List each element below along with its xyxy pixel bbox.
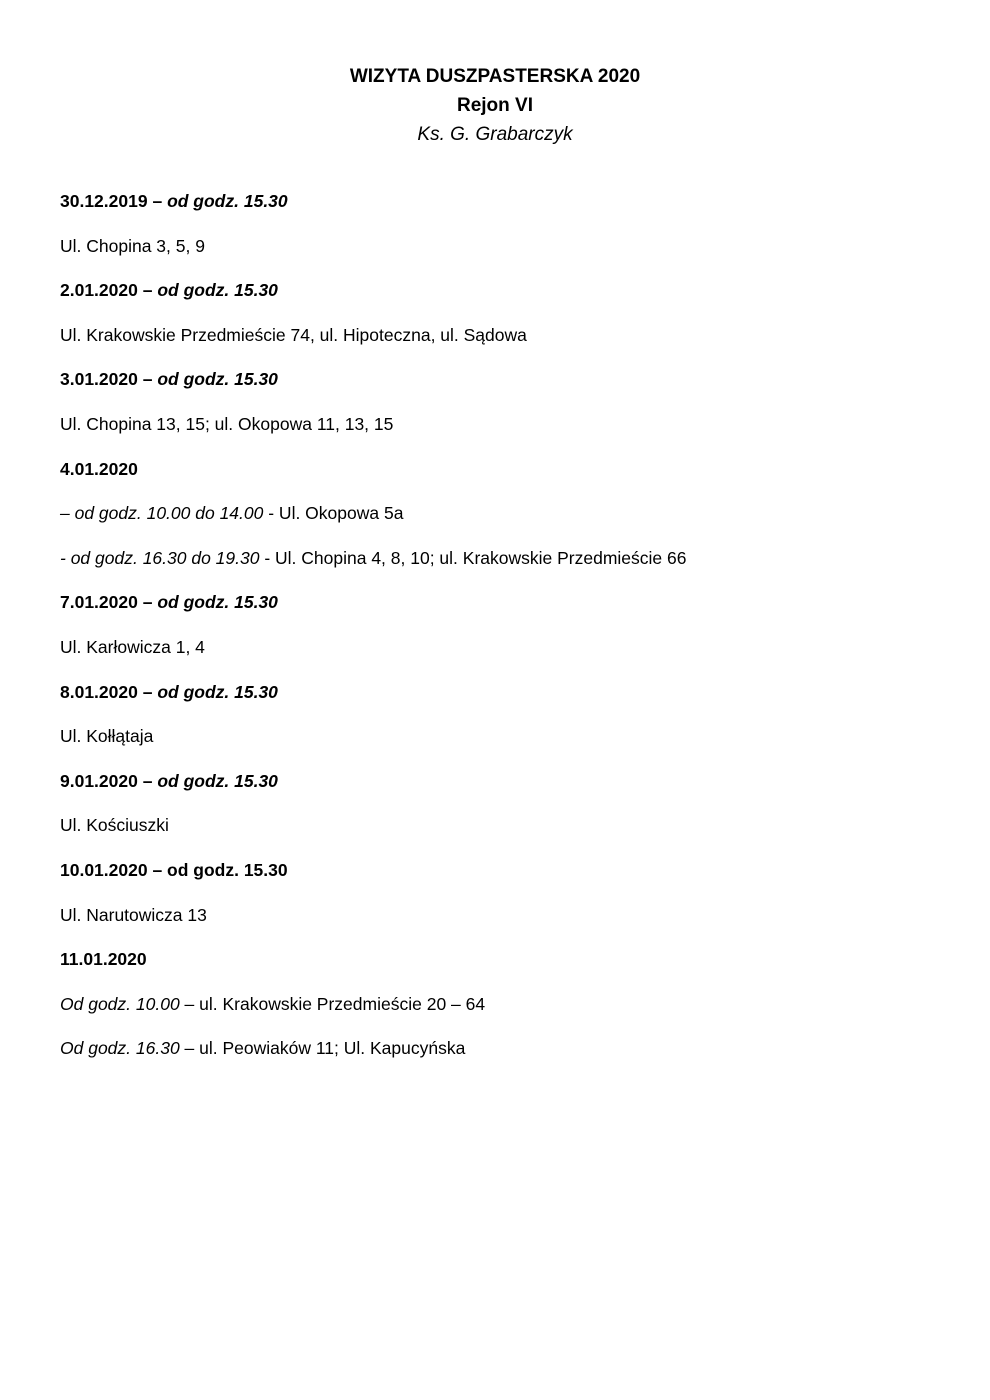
visit-date-heading — [60, 186, 940, 216]
visit-date: 2.01.2020 — [60, 280, 138, 301]
visit-session — [60, 543, 940, 573]
visit-date: 9.01.2020 — [60, 770, 138, 791]
visit-time: od godz. 15.30 — [157, 592, 278, 613]
date-dash: – — [147, 191, 168, 211]
visit-session — [60, 1033, 940, 1063]
visit-time: od godz. 15.30 — [157, 770, 278, 791]
session-time: Od godz. 10.00 — [60, 993, 180, 1014]
date-dash: – — [137, 770, 158, 791]
visit-time: od godz. 15.30 — [157, 681, 278, 702]
visit-date: 4.01.2020 — [60, 458, 138, 479]
session-streets: – ul. Peowiaków 11; Ul. Kapucyńska — [179, 1038, 466, 1059]
session-streets: - Ul. Okopowa 5a — [263, 503, 404, 524]
document-header — [0, 62, 990, 149]
visit-schedule — [60, 186, 940, 1078]
visit-streets: Ul. Chopina 3, 5, 9 — [60, 235, 205, 256]
visit-streets: Ul. Chopina 13, 15; ul. Okopowa 11, 13, 15 — [60, 413, 394, 434]
session-time: – od godz. 10.00 do 14.00 — [60, 503, 264, 524]
visit-date: 11.01.2020 — [60, 949, 147, 970]
visit-date: 7.01.2020 — [60, 592, 138, 613]
visit-session — [60, 989, 940, 1019]
date-dash: – — [137, 592, 158, 613]
date-dash: – — [137, 681, 158, 702]
visit-date: 8.01.2020 — [60, 681, 138, 702]
document-title: WIZYTA DUSZPASTERSKA 2020 — [349, 66, 641, 87]
visit-date-heading — [60, 677, 940, 707]
visit-date-heading: 10.01.2020 – od godz. 15.30 — [60, 859, 288, 880]
session-time: Od godz. 16.30 — [60, 1038, 180, 1059]
visit-streets: Ul. Narutowicza 13 — [60, 904, 207, 925]
visit-date-heading — [60, 275, 940, 305]
visit-streets: Ul. Karłowicza 1, 4 — [60, 636, 205, 657]
visit-streets: Ul. Kościuszki — [60, 815, 169, 836]
session-time: - od godz. 16.30 do 19.30 — [60, 547, 260, 568]
session-streets: - Ul. Chopina 4, 8, 10; ul. Krakowskie Przedmieście 66 — [259, 547, 687, 568]
visit-time: od godz. 15.30 — [157, 369, 278, 390]
session-streets: – ul. Krakowskie Przedmieście 20 – 64 — [179, 993, 486, 1014]
visit-session — [60, 498, 940, 528]
visit-date: 30.12.2019 — [60, 191, 148, 211]
visit-streets: Ul. Kołłątaja — [60, 726, 154, 747]
date-dash: – — [137, 369, 158, 390]
visit-date-heading — [60, 766, 940, 796]
date-dash: – — [137, 280, 158, 301]
region-label: Rejon VI — [456, 95, 533, 116]
visit-date: 3.01.2020 — [60, 369, 138, 390]
visit-streets: Ul. Krakowskie Przedmieście 74, ul. Hipoteczna, ul. Sądowa — [60, 324, 527, 345]
visit-date-heading — [60, 944, 940, 974]
priest-name: Ks. G. Grabarczyk — [417, 124, 573, 145]
visit-date-heading — [60, 454, 940, 484]
visit-date-heading — [60, 587, 940, 617]
visit-time: od godz. 15.30 — [157, 280, 278, 301]
visit-time: od godz. 15.30 — [167, 191, 288, 211]
visit-date-heading — [60, 364, 940, 394]
